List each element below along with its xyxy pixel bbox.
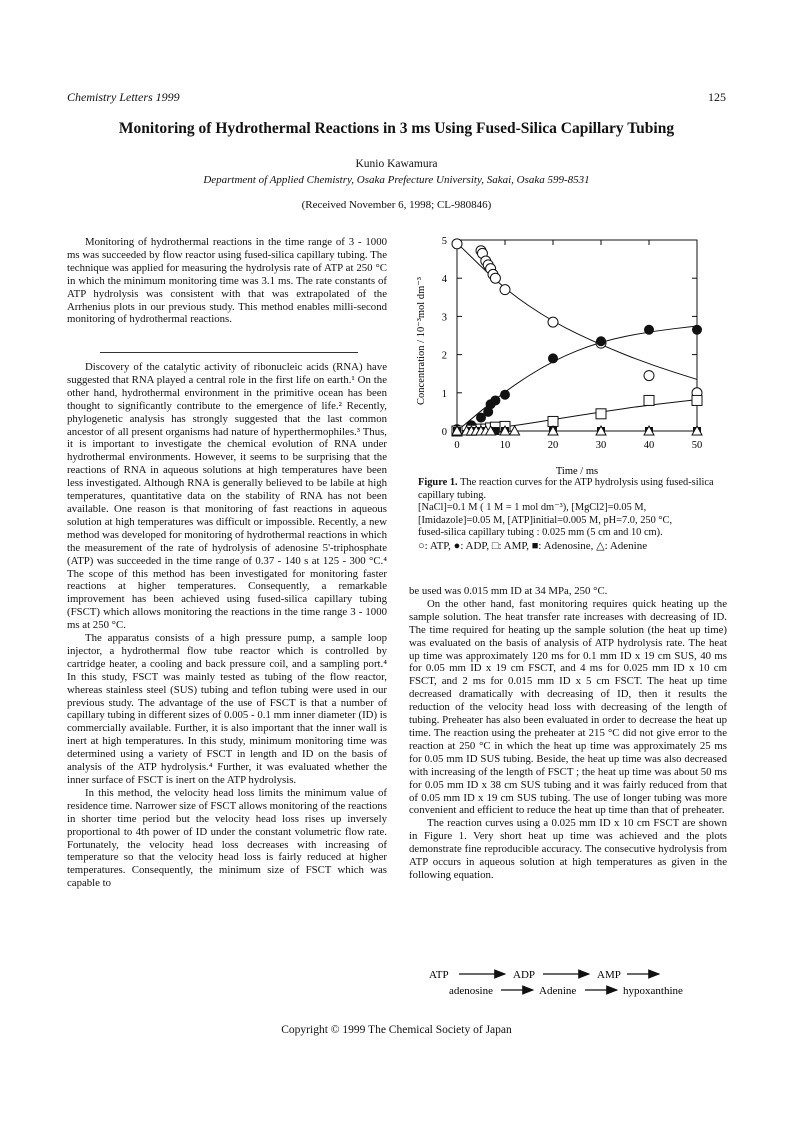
x-tick-label: 40 — [643, 440, 655, 451]
figure-legend: ○: ATP, ●: ADP, □: AMP, ■: Adenosine, △: Adenine — [418, 539, 648, 552]
y-tick-label: 0 — [441, 427, 447, 438]
eq-hypoxanthine: hypoxanthine — [623, 985, 683, 997]
figure-caption-text: The reaction curves for the ATP hydrolysis using fused-silica capillary tubing. — [418, 477, 714, 501]
figure-caption — [418, 477, 723, 553]
point-amp — [596, 409, 606, 419]
x-tick-label: 0 — [454, 440, 460, 451]
paragraph: On the other hand, fast monitoring requires quick heating up the sample solution. The heat transfer rate increases with decreasing of ID. The time required for heating up the sample solution (the heat up time) was evaluated on the basis of analysis of ATP hydrolysis rate. The heat up time was approximately 120 ms for 0.1 mm ID x 19 cm SUS, 40 ms for 0.05 mm ID x 19 cm FSCT, and 4 ms for 0.025 mm ID x 10 cm FSCT, and 2 ms for 0.015 mm ID x 5 cm FSCT. The heat up time decreased dramatically with decreasing of ID, then it results the reduction of the velocity head loss with decreasing of the length of tubing. Preheater has also been evaluated in order to decrease the heat up time. The reaction using the preheater at 215 °C did not give error to the reaction at 250 °C in which the heat up time was approximately 25 ms for 0.05 mm ID SUS tubing. Beside, the heat up time was also decreased with increasing of the length of FSCT ; the heat up time was about 50 ms for 0.05 mm ID x 38 cm SUS tubing and it was fairly reduced from that of 0.05 mm ID x 19 cm SUS tubing. The use of longer tubing was more convenient and efficient to reduce the heat up time than that of preheater. — [409, 597, 727, 817]
journal-name: Chemistry Letters 1999 — [67, 90, 180, 104]
point-adp — [490, 395, 500, 405]
point-atp — [644, 371, 654, 381]
x-tick-label: 20 — [547, 440, 559, 451]
eq-atp: ATP — [429, 969, 449, 981]
y-tick-label: 4 — [441, 274, 447, 286]
point-adp — [692, 325, 702, 335]
affiliation: Department of Applied Chemistry, Osaka Prefecture University, Sakai, Osaka 599-8531 — [203, 174, 590, 186]
abstract: Monitoring of hydrothermal reactions in the time range of 3 - 1000 ms was succeeded by flow reactor using fused-silica capillary tubing. The technique was applied for measuring the hydrolysis rate of ATP at 250 °C in which the minimum monitoring time was 3.1 ms. The rate constants of ATP hydrolysis was consistent with that was extrapolated of the Arrhenius plots in our previous study. This method enables milli-second monitoring of hydrothermal reactions. — [67, 236, 387, 326]
page-number: 125 — [708, 90, 726, 104]
point-atp — [452, 239, 462, 249]
y-tick-label: 5 — [441, 236, 447, 247]
eq-amp: AMP — [597, 969, 621, 981]
hydrolysis-equation — [409, 964, 727, 1000]
paragraph: Discovery of the catalytic activity of ribonucleic acids (RNA) have suggested that RNA played a central role in the first life on earth.¹ On the other hand, hydrothermal environment in the primitive ocean has been thought to significantly contribute to the emergence of life.² Recently, phylogenetic analysis has strongly suggested that the last common ancestor of all present organisms had nature of hyperthermophiles.³ Thus, it is important to investigate the chemical evolution of RNA under hydrothermal environments. However, it seems to be surprising that the reactions of RNA in aqueous solutions at high temperatures have been less investigated. Although RNA is generally believed to be labile at high temperatures, quantitative data on the stability of RNA has not been available. One reason is that monitoring of fast reactions in aqueous solution at high temperatures was difficult or impossible. Recently, a new method was developed for monitoring of hydrothermal reactions in which the measurement of the rate of hydrolysis of adenosine 5'-triphosphate (ATP) was succeeded in the time range of 0.37 - 140 s at 125 - 300 °C.⁴ The scope of this method has been investigated for monitoring faster reactions at higher temperatures. Consequently, a remarkable improvement has been achieved using fused-silica capillary tubing (FSCT) which allows monitoring the reactions in the time range 3 - 1000 ms at 250 °C. — [67, 361, 387, 632]
figure-1-chart — [407, 226, 723, 476]
received-date: (Received November 6, 1998; CL-980846) — [301, 199, 492, 211]
point-adp — [596, 336, 606, 346]
paragraph: The reaction curves using a 0.025 mm ID x 10 cm FSCT are shown in Figure 1. Very short heat up time was achieved and the plots demonstrate fine reproducible accuracy. The consecutive hydrolysis from ATP occurs in aqueous solution at high temperatures as given in the following equation. — [409, 817, 727, 881]
right-column — [409, 585, 727, 882]
y-tick-label: 2 — [441, 350, 447, 362]
point-amp — [644, 395, 654, 405]
author: Kunio Kawamura — [355, 158, 438, 170]
paragraph: The apparatus consists of a high pressure pump, a sample loop injector, a hydrothermal flow tube reactor which is controlled by cartridge heater, a cooling and back pressure coil, and a sampling port.⁴ In this study, FSCT was mainly tested as tubing of the flow reactor, whereas stainless steel (SUS) tubing and teflon tubing were used in our previous study. The advantage of the use of FSCT is that a number of capillary tubing in different sizes of 0.005 - 0.1 mm inner diameter (ID) is commercially available. Further, it is also important that the inner wall is inert at high temperatures. In this study, minimum monitoring time was determined using a variety of FSCT in length and ID on the basis of analysis of the ATP hydrolysis.⁴ Further, it was evaluated whether the inner surface of FSCT is inert on the ATP hydrolysis. — [67, 632, 387, 786]
y-axis-label: Concentration / 10⁻³mol dm⁻³ — [416, 277, 427, 405]
copyright-footer: Copyright © 1999 The Chemical Society of Japan — [281, 1024, 512, 1036]
left-column — [67, 361, 387, 890]
point-amp — [692, 395, 702, 405]
paragraph: be used was 0.015 mm ID at 34 MPa, 250 °C. — [409, 585, 608, 597]
figure-conditions-3: fused-silica capillary tubing : 0.025 mm (5 cm and 10 cm). — [418, 527, 663, 539]
point-atp — [500, 285, 510, 295]
x-tick-label: 10 — [499, 440, 511, 451]
figure-label: Figure 1. — [418, 477, 458, 488]
point-adp — [548, 353, 558, 363]
point-amp — [548, 416, 558, 426]
y-tick-label: 3 — [441, 312, 447, 324]
paper-title: Monitoring of Hydrothermal Reactions in 3 ms Using Fused-Silica Capillary Tubing — [118, 120, 675, 137]
eq-adp: ADP — [513, 969, 536, 981]
point-adp — [500, 390, 510, 400]
x-tick-label: 30 — [595, 440, 607, 451]
paragraph: In this method, the velocity head loss limits the minimum value of residence time. Narrower size of FSCT allows monitoring of the reactions in shorter time period but the velocity head loss rises up inversely proportional to 4th power of ID under the constant volumetric flow rate. Fortunately, the velocity head loss decreases with increasing of temperature so that the velocity head loss is fairly reduced at higher temperatures. Consequently, the minimum size of FSCT which was capable to — [67, 786, 387, 890]
point-atp — [548, 317, 558, 327]
x-tick-label: 50 — [691, 440, 703, 451]
x-axis-label: Time / ms — [555, 466, 599, 476]
figure-conditions-1: [NaCl]=0.1 M ( 1 M = 1 mol dm⁻³), [MgCl2]=0.05 M, — [418, 502, 647, 514]
point-atp — [490, 273, 500, 283]
eq-adenine: Adenine — [539, 985, 577, 997]
y-tick-label: 1 — [441, 388, 447, 400]
eq-adenosine: adenosine — [449, 985, 493, 997]
abstract-divider — [100, 352, 358, 353]
point-adp — [644, 325, 654, 335]
figure-conditions-2: [Imidazole]=0.05 M, [ATP]initial=0.005 M, pH=7.0, 250 °C, — [418, 514, 673, 526]
